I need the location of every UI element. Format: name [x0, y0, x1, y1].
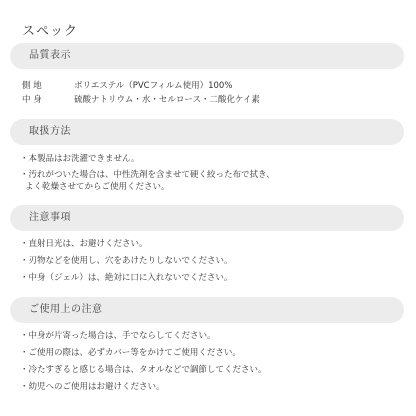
handling-item: ・本製品はお洗濯できません。 [20, 154, 140, 164]
spec-row-outer [22, 80, 232, 92]
caution-item: ・刃物などを使用し、穴をあけたりしないでください。 [20, 256, 233, 266]
caution-item: ・中身（ジェル）は、絶対に口に入れないでください。 [20, 273, 233, 283]
spec-value: 硫酸ナトリウム・水・セルロース・二酸化ケイ素 [74, 95, 260, 105]
section-header-usage: ご使用上の注意 [10, 297, 404, 323]
caution-item: ・直射日光は、お避けください。 [20, 239, 148, 249]
usage-item: ・冷たすぎると感じる場合は、タオルなどで調節してください。 [20, 365, 267, 375]
section-header-caution: 注意事項 [10, 205, 404, 231]
section-header-handling: 取扱方法 [10, 119, 404, 145]
spec-row-filling [22, 94, 260, 106]
spec-value: ポリエステル（PVCフィルム使用）100% [74, 81, 233, 91]
usage-item: ・ご使用の際は、必ずカバー等をかけてご使用ください。 [20, 348, 241, 358]
usage-item: ・中身が片寄った場合は、手でならしてください。 [20, 331, 216, 341]
page-title: スペック [22, 24, 79, 39]
section-header-quality: 品質表示 [10, 43, 404, 69]
handling-item-continuation: よく乾燥させてからご使用ください。 [25, 182, 170, 192]
spec-label: 中 身 [22, 95, 42, 105]
handling-item: ・汚れがついた場合は、中性洗剤を含ませて硬く絞った布で拭き、 [20, 170, 275, 180]
usage-item: ・幼児へのご使用はお避けください。 [20, 382, 165, 392]
spec-label: 側 地 [22, 81, 42, 91]
